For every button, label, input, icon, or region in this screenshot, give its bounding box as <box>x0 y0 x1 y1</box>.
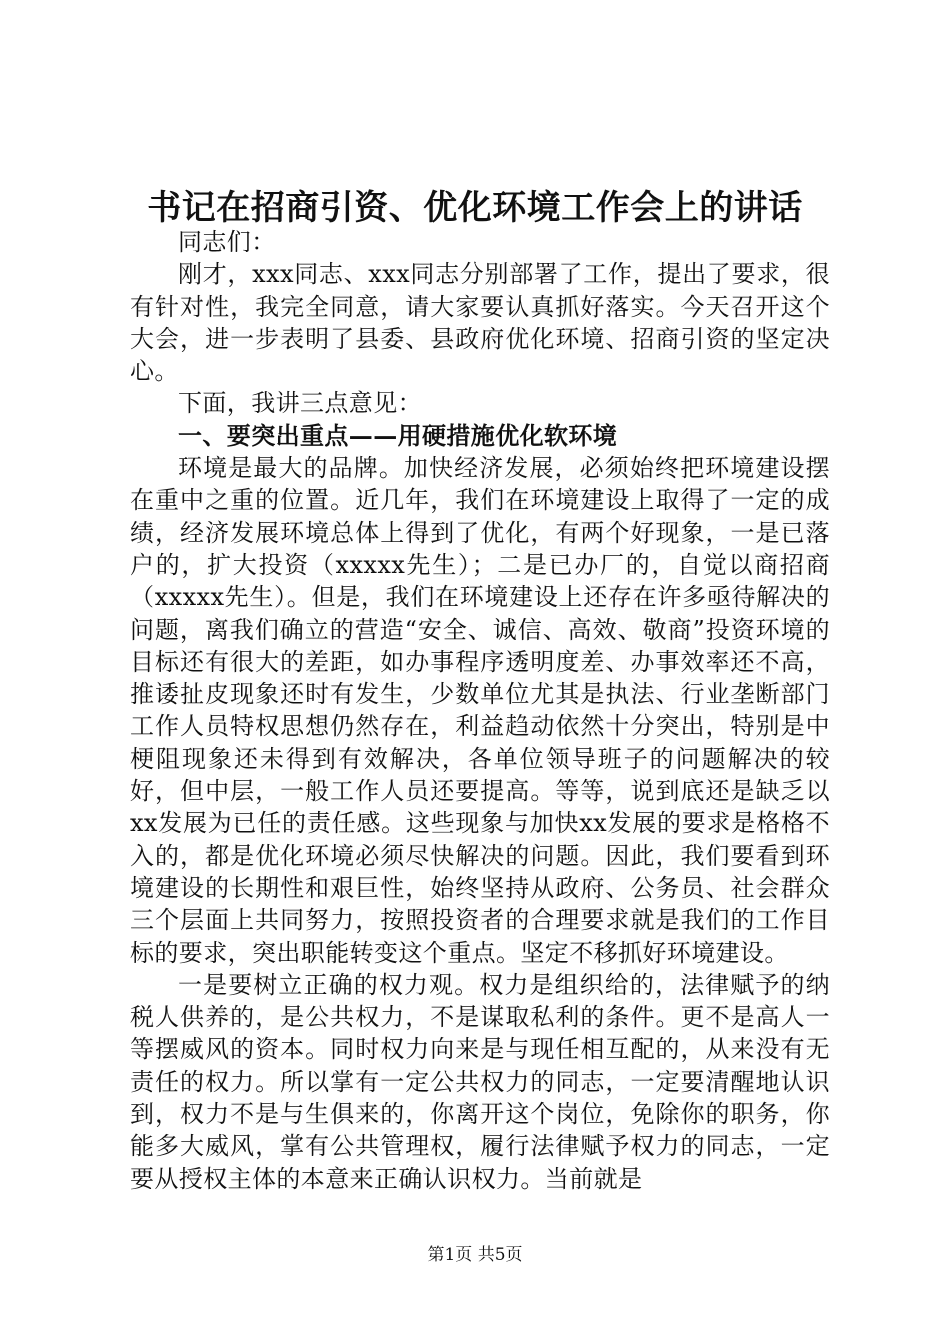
paragraph-environment: 环境是最大的品牌。加快经济发展，必须始终把环境建设摆在重中之重的位置。近几年，我们在环境建设上取得了一定的成绩，经济发展环境总体上得到了优化，有两个好现象，一是已落户的，扩大投资（xxxxx先生）；二是已办厂的，自觉以商招商（xxxxx先生）。但是，我们在环境建设上还存在许多亟待解决的问题，离我们确立的营造“安全、诚信、高效、敬商”投资环境的目标还有很大的差距，如办事程序透明度差、办事效率还不高，推诿扯皮现象还时有发生，少数单位尤其是执法、行业垄断部门工作人员特权思想仍然存在，利益趋动依然十分突出，特别是中梗阻现象还未得到有效解决，各单位领导班子的问题解决的较好，但中层，一般工作人员还要提高。等等，说到底还是缺乏以xx发展为已任的责任感。这些现象与加快xx发展的要求是格格不入的，都是优化环境必须尽快解决的问题。因此，我们要看到环境建设的长期性和艰巨性，始终坚持从政府、公务员、社会群众三个层面上共同努力，按照投资者的合理要求就是我们的工作目标的要求，突出职能转变这个重点。坚定不移抓好环境建设。 <box>130 454 830 967</box>
document-title: 书记在招商引资、优化环境工作会上的讲话 <box>147 188 803 228</box>
paragraph-outline: 下面，我讲三点意见： <box>178 389 422 418</box>
document-body <box>130 226 830 1195</box>
salutation: 同志们： <box>178 228 276 256</box>
paragraph-power-view: 一是要树立正确的权力观。权力是组织给的，法律赋予的纳税人供养的，是公共权力，不是谋取私利的条件。更不是高人一等摆威风的资本。同时权力向来是与现任相互配的，从来没有无责任的权力。所以掌有一定公共权力的同志，一定要清醒地认识到，权力不是与生俱来的，你离开这个岗位，免除你的职务，你能多大威风，掌有公共管理权，履行法律赋予权力的同志，一定要从授权主体的本意来正确认识权力。当前就是 <box>130 970 830 1193</box>
section-heading-1: 一、要突出重点——用硬措施优化软环境 <box>178 420 618 450</box>
page-footer: 第1页 共5页 <box>427 1245 523 1265</box>
paragraph-intro: 刚才，xxx同志、xxx同志分别部署了工作，提出了要求，很有针对性，我完全同意，请大家要认真抓好落实。今天召开这个大会，进一步表明了县委、县政府优化环境、招商引资的坚定决心。 <box>130 260 830 386</box>
